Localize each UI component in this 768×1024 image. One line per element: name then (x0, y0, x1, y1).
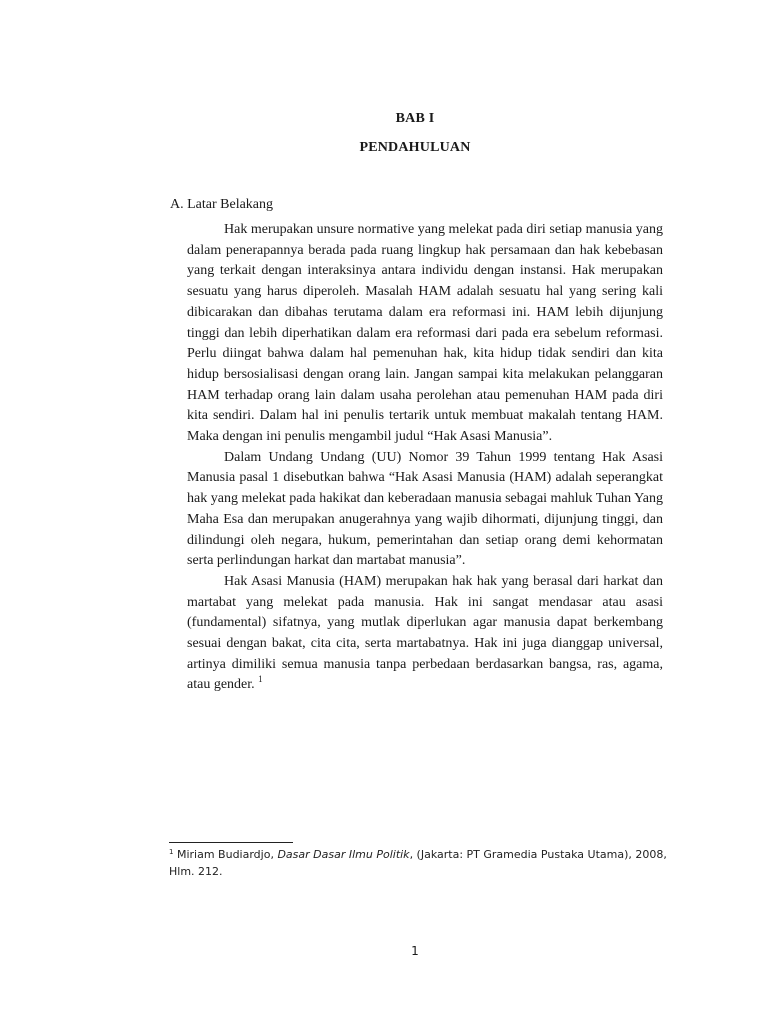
section-heading: A. Latar Belakang (170, 197, 274, 212)
footnote-book-title: Dasar Dasar Ilmu Politik (277, 848, 410, 861)
footnote (169, 846, 669, 880)
footnote-author: Miriam Budiardjo, (176, 848, 274, 861)
paragraph (187, 572, 663, 696)
footnote-reference[interactable]: 1 (258, 674, 263, 685)
chapter-title: PENDAHULUAN (359, 140, 471, 155)
body-text (187, 220, 663, 696)
paragraph: Dalam Undang Undang (UU) Nomor 39 Tahun 1999 tentang Hak Asasi Manusia pasal 1 disebutkan bahwa “Hak Asasi Manusia (HAM) adalah seperangkat hak yang melekat pada hakikat dan keberadaan manusia sebagai mahluk Tuhan Yang Maha Esa dan merupakan anugerahnya yang wajib dihormati, dijunjung tinggi, dan dilindungi oleh negara, hukum, pemerintahan dan setiap orang demi kehormatan serta perlindungan harkat dan martabat manusia”. (187, 449, 663, 569)
footnote-publication: , (Jakarta: PT Gramedia Pustaka Utama), 2008, Hlm. 212. (169, 848, 667, 878)
page-number: 1 (411, 944, 419, 958)
footnote-separator (169, 842, 293, 843)
footnote-number: 1 (169, 848, 174, 856)
paragraph-text: Hak Asasi Manusia (HAM) merupakan hak hak yang berasal dari harkat dan martabat yang melekat pada manusia. Hak ini sangat mendasar atau asasi (fundamental) sifatnya, yang mutlak diperlukan agar manusia dapat berkembang sesuai dengan bakat, cita cita, serta martabatnya. Hak ini juga dianggap universal, artinya dimiliki semua manusia tanpa perbedaan berdasarkan bangsa, ras, agama, atau gender. (187, 573, 663, 693)
paragraph: Hak merupakan unsure normative yang melekat pada diri setiap manusia yang dalam penerapannya berada pada ruang lingkup hak persamaan dan hak kebebasan yang terkait dengan interaksinya antara individu dengan instansi. Hak merupakan sesuatu yang harus diperoleh. Masalah HAM adalah sesuatu hal yang sering kali dibicarakan dan dibahas terutama dalam era reformasi ini. HAM lebih dijunjung tinggi dan lebih diperhatikan dalam era reformasi dari pada era sebelum reformasi. Perlu diingat bahwa dalam hal pemenuhan hak, kita hidup tidak sendiri dan kita hidup bersosialisasi dengan orang lain. Jangan sampai kita melakukan pelanggaran HAM terhadap orang lain dalam usaha perolehan atau pemenuhan HAM pada diri kita sendiri. Dalam hal ini penulis tertarik untuk membuat makalah tentang HAM. Maka dengan ini penulis mengambil judul “Hak Asasi Manusia”. (187, 222, 663, 445)
chapter-heading: BAB I (395, 111, 435, 126)
